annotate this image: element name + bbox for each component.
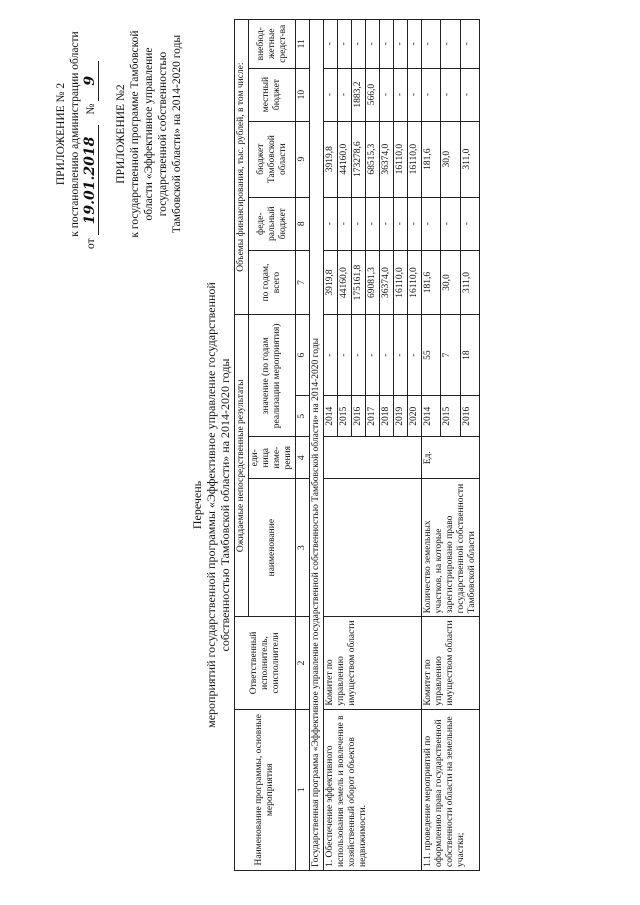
funding-total-cell: 3919,8 xyxy=(324,250,338,315)
funding-extra-cell: - xyxy=(338,20,352,69)
funding-local-cell: 566,0 xyxy=(366,68,380,121)
funding-federal-cell: - xyxy=(380,197,394,250)
measure-executor: Комитет по управлению имуществом области xyxy=(422,617,480,709)
funding-total-cell: 30,0 xyxy=(441,250,460,315)
header-name: Наименование программы, основные мероприятия xyxy=(235,709,296,870)
funding-total-cell: 69081,3 xyxy=(366,250,380,315)
funding-extra-cell: - xyxy=(366,20,380,69)
result-name: Количество земельных участков, на которые зарегистрировано право государственной собственности Тамбовской области xyxy=(422,478,480,616)
value-cell: 18 xyxy=(460,315,479,396)
funding-local-cell: - xyxy=(338,68,352,121)
relation-header: ПРИЛОЖЕНИЕ №2 к государственной программе Тамбовской области «Эффективное управление государственной собственностью Тамбовской области» на 2014-2020 годы xyxy=(115,30,183,238)
funding-local-cell: - xyxy=(394,68,408,121)
funding-extra-cell: - xyxy=(352,20,366,69)
funding-extra-cell: - xyxy=(408,20,422,69)
result-unit: Ед. xyxy=(422,437,480,479)
funding-regional-cell: 36374,0 xyxy=(380,121,394,197)
year-cell: 2020 xyxy=(408,395,422,437)
funding-federal-cell: - xyxy=(394,197,408,250)
funding-federal-cell: - xyxy=(338,197,352,250)
subheader-row: наименование еди-ница изме-рения значение (по годам реализации мероприятия) по годам, всего феде-ральный бюджет бюджет Тамбовской области местный бюджет внебюд-жетные средст-ва xyxy=(249,20,296,871)
funding-federal-cell: - xyxy=(408,197,422,250)
funding-regional-cell: 173278,6 xyxy=(352,121,366,197)
funding-regional-cell: 44160,0 xyxy=(338,121,352,197)
year-cell: 2016 xyxy=(460,395,479,437)
year-cell: 2014 xyxy=(324,395,338,437)
header-funding: Объемы финансирования, тыс. рублей, в том числе: xyxy=(235,20,249,315)
value-cell: - xyxy=(338,315,352,396)
year-cell: 2015 xyxy=(441,395,460,437)
program-title-row xyxy=(310,20,324,871)
funding-extra-cell: - xyxy=(460,20,479,69)
section-1 xyxy=(324,20,422,871)
section-1-1 xyxy=(422,20,480,871)
funding-local-cell: - xyxy=(422,68,441,121)
signature-line: от 19.01.2018 № 9 xyxy=(82,19,99,249)
header-row xyxy=(235,20,249,871)
result-unit xyxy=(324,437,422,479)
funding-extra-cell: - xyxy=(324,20,338,69)
funding-local-cell: 1883,2 xyxy=(352,68,366,121)
funding-total-cell: 311,0 xyxy=(460,250,479,315)
funding-federal-cell: - xyxy=(441,197,460,250)
year-cell: 2018 xyxy=(380,395,394,437)
handwritten-date: 19.01.2018 xyxy=(82,126,99,236)
funding-extra-cell: - xyxy=(422,20,441,69)
table-row xyxy=(422,20,441,871)
funding-extra-cell: - xyxy=(380,20,394,69)
value-cell: - xyxy=(394,315,408,396)
rotated-document xyxy=(30,5,630,885)
value-cell: 7 xyxy=(441,315,460,396)
value-cell: - xyxy=(380,315,394,396)
year-cell: 2017 xyxy=(366,395,380,437)
value-cell: 55 xyxy=(422,315,441,396)
funding-local-cell: - xyxy=(380,68,394,121)
funding-federal-cell: - xyxy=(366,197,380,250)
document-title: Перечень мероприятий государственной программы «Эффективное управление государственной собственностью Тамбовской области» на 2014-2020 годы xyxy=(190,282,232,728)
measure-name: 1. Обеспечение эффективного использования земель и вовлечение в хозяйственный оборот объектов недвижимости. xyxy=(324,709,422,870)
funding-extra-cell: - xyxy=(394,20,408,69)
table-row xyxy=(324,20,338,871)
measure-name: 1.1. проведение мероприятий по оформлению права государственной собственности области на земельные участки; xyxy=(422,709,480,870)
column-numbers-row: 1 2 3 4 5 6 7 8 9 10 11 xyxy=(296,20,310,871)
funding-total-cell: 44160,0 xyxy=(338,250,352,315)
appendix-title: ПРИЛОЖЕНИЕ № 2 xyxy=(55,82,67,186)
measure-executor: Комитет по управлению имуществом области xyxy=(324,617,422,709)
funding-regional-cell: 68515,3 xyxy=(366,121,380,197)
appendix-subtitle: к постановлению администрации области xyxy=(69,31,81,237)
funding-total-cell: 175161,8 xyxy=(352,250,366,315)
funding-local-cell: - xyxy=(460,68,479,121)
value-cell: - xyxy=(352,315,366,396)
year-cell: 2016 xyxy=(352,395,366,437)
funding-local-cell: - xyxy=(324,68,338,121)
year-cell: 2019 xyxy=(394,395,408,437)
funding-federal-cell: - xyxy=(324,197,338,250)
appendix-header xyxy=(54,19,82,249)
result-name xyxy=(324,478,422,616)
header-executor: Ответственный исполнитель, соисполнители xyxy=(235,617,296,709)
header-expected: Ожидаемые непосредственные результаты xyxy=(235,315,249,617)
funding-total-cell: 36374,0 xyxy=(380,250,394,315)
funding-regional-cell: 3919,8 xyxy=(324,121,338,197)
program-title: Государственная программа «Эффективное управление государственной собственностью Тамбовской области» на 2014-2020 годы xyxy=(310,20,324,871)
funding-regional-cell: 16110,0 xyxy=(408,121,422,197)
funding-regional-cell: 311,0 xyxy=(460,121,479,197)
value-cell: - xyxy=(408,315,422,396)
measures-table xyxy=(234,19,480,871)
value-cell: - xyxy=(366,315,380,396)
year-cell: 2015 xyxy=(338,395,352,437)
funding-regional-cell: 16110,0 xyxy=(394,121,408,197)
value-cell: - xyxy=(324,315,338,396)
funding-federal-cell: - xyxy=(460,197,479,250)
handwritten-number: 9 xyxy=(82,61,99,101)
funding-federal-cell: - xyxy=(422,197,441,250)
funding-federal-cell: - xyxy=(352,197,366,250)
funding-local-cell: - xyxy=(408,68,422,121)
year-cell: 2014 xyxy=(422,395,441,437)
funding-total-cell: 181,6 xyxy=(422,250,441,315)
funding-extra-cell: - xyxy=(441,20,460,69)
funding-regional-cell: 30,0 xyxy=(441,121,460,197)
funding-regional-cell: 181,6 xyxy=(422,121,441,197)
funding-total-cell: 16110,0 xyxy=(394,250,408,315)
funding-total-cell: 16110,0 xyxy=(408,250,422,315)
funding-local-cell: - xyxy=(441,68,460,121)
